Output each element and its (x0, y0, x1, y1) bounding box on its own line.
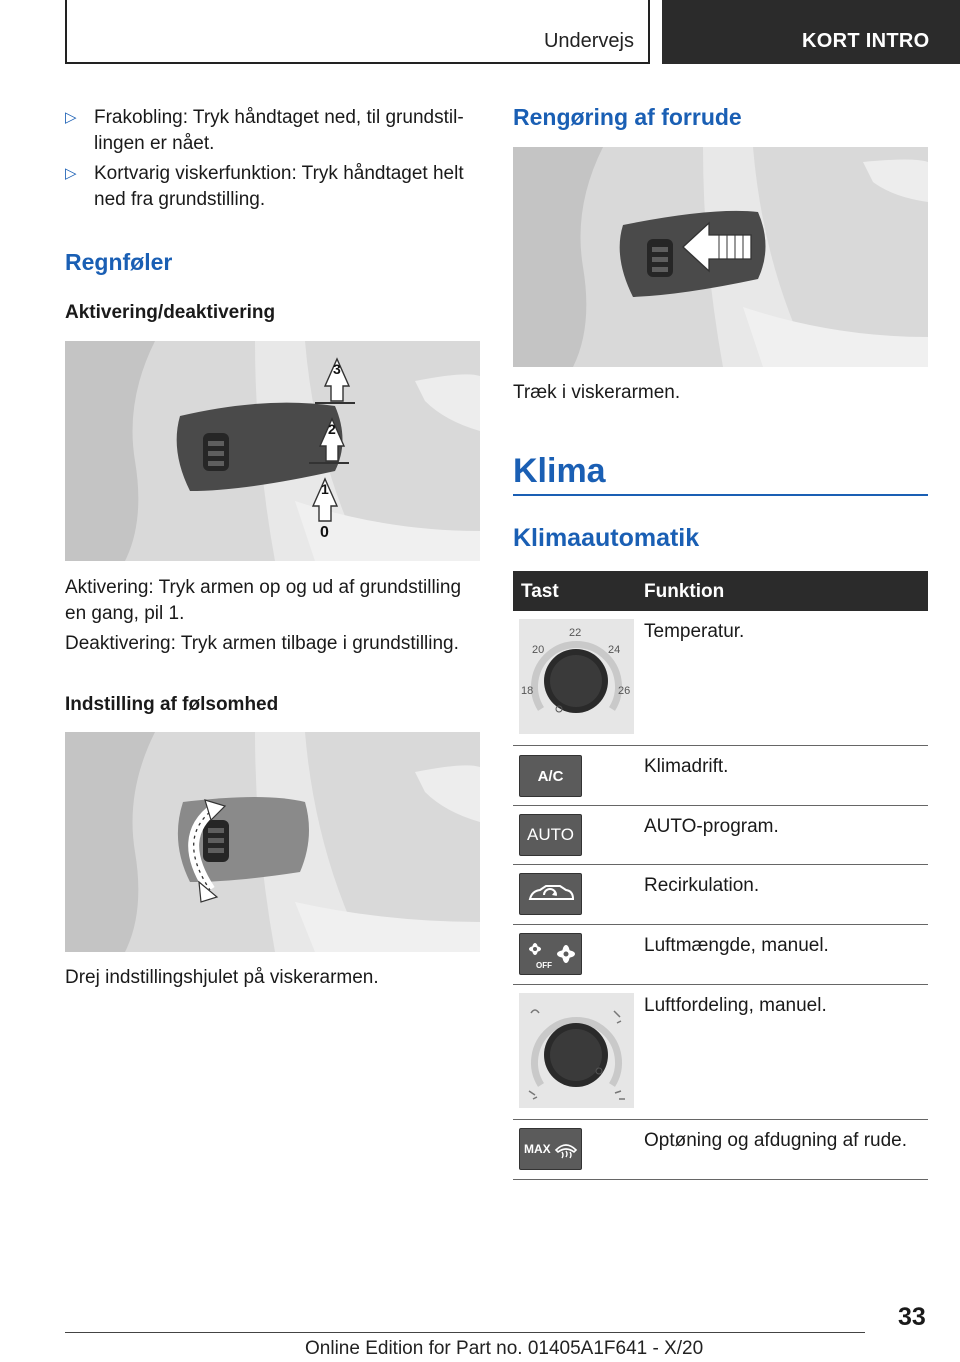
function-text: Luftfordeling, manuel. (644, 995, 827, 1016)
table-header (513, 571, 928, 611)
wiper-stalk-levels-figure (65, 341, 480, 561)
function-text: Klimadrift. (644, 756, 729, 777)
bullet-item (65, 105, 480, 157)
function-text: Temperatur. (644, 621, 745, 642)
table-row (513, 746, 928, 806)
level-label: 1 (321, 481, 329, 497)
footer-rule (65, 1332, 865, 1333)
table-row (513, 985, 928, 1120)
sensitivity-heading: Indstilling af følsomhed (65, 694, 279, 715)
sensitivity-wheel-figure (65, 732, 480, 952)
air-distribution-dial-icon (519, 993, 634, 1113)
recirculation-button-icon (519, 873, 582, 915)
function-text: Optøning og afdugning af rude. (644, 1130, 908, 1151)
windshield-cleaning-heading: Rengøring af forrude (513, 104, 742, 130)
page-number: 33 (898, 1303, 926, 1331)
table-row (513, 1120, 928, 1180)
activation-text: Aktivering: Tryk armen op og ud af grundstilling en gang, pil 1. (65, 577, 462, 624)
rain-sensor-heading: Regnføler (65, 249, 173, 275)
temp-label: 22 (569, 627, 582, 639)
function-text: AUTO-program. (644, 816, 779, 837)
header-chapter-tab (662, 0, 960, 64)
windshield-cleaning-text: Træk i viskerarmen. (513, 382, 681, 403)
auto-button-label: AUTO (519, 814, 582, 856)
bullet-text: Kortvarig viskerfunktion: Tryk håndtaget helt ned fra grundstilling. (94, 163, 464, 210)
header-section-label: Undervejs (543, 30, 634, 52)
deactivation-text: Deaktivering: Tryk armen tilbage i grundstilling. (65, 633, 459, 654)
ac-button-label: A/C (519, 755, 582, 797)
header-section-tab (65, 0, 650, 64)
temp-label: 18 (521, 685, 534, 697)
bullet-triangle-icon: ▷ (65, 165, 77, 182)
level-label: 2 (328, 421, 336, 437)
function-text: Luftmængde, manuel. (644, 935, 829, 956)
bullet-item (65, 161, 480, 213)
max-label: MAX (524, 1142, 551, 1156)
fan-off-label: OFF (535, 961, 552, 970)
table-row (513, 925, 928, 985)
footer-edition: Online Edition for Part no. 01405A1F641 - X/20 (305, 1338, 704, 1359)
sensitivity-text: Drej indstillingshjulet på viskerarmen. (65, 967, 379, 988)
temperature-dial-icon (519, 619, 634, 739)
table-row (513, 611, 928, 746)
function-text: Recirkulation. (644, 875, 760, 896)
bullet-text: Frakobling: Tryk håndtaget ned, til grundstillingen er nået. (94, 107, 464, 154)
temp-label: 26 (618, 685, 631, 697)
climate-title-rule (513, 494, 928, 496)
activation-heading: Aktivering/deaktivering (65, 302, 276, 323)
level-label: 3 (333, 361, 341, 377)
level-label: 0 (320, 524, 329, 541)
fan-button-icon (519, 933, 582, 975)
temp-label: 24 (608, 644, 621, 656)
climate-controls-table (513, 571, 928, 1156)
table-row (513, 806, 928, 865)
auto-button-icon (519, 814, 582, 856)
bullet-triangle-icon: ▷ (65, 109, 77, 126)
pull-wiper-arm-figure (513, 147, 928, 367)
auto-climate-heading: Klimaautomatik (513, 524, 700, 552)
table-row (513, 865, 928, 925)
col-header-function: Funktion (644, 581, 725, 602)
max-defrost-button-icon (519, 1128, 582, 1170)
temp-label: 20 (532, 644, 545, 656)
col-header-key: Tast (521, 581, 559, 602)
header-chapter-label: KORT INTRO (802, 30, 930, 52)
ac-button-icon (519, 755, 582, 797)
climate-chapter-title: Klima (513, 452, 606, 490)
